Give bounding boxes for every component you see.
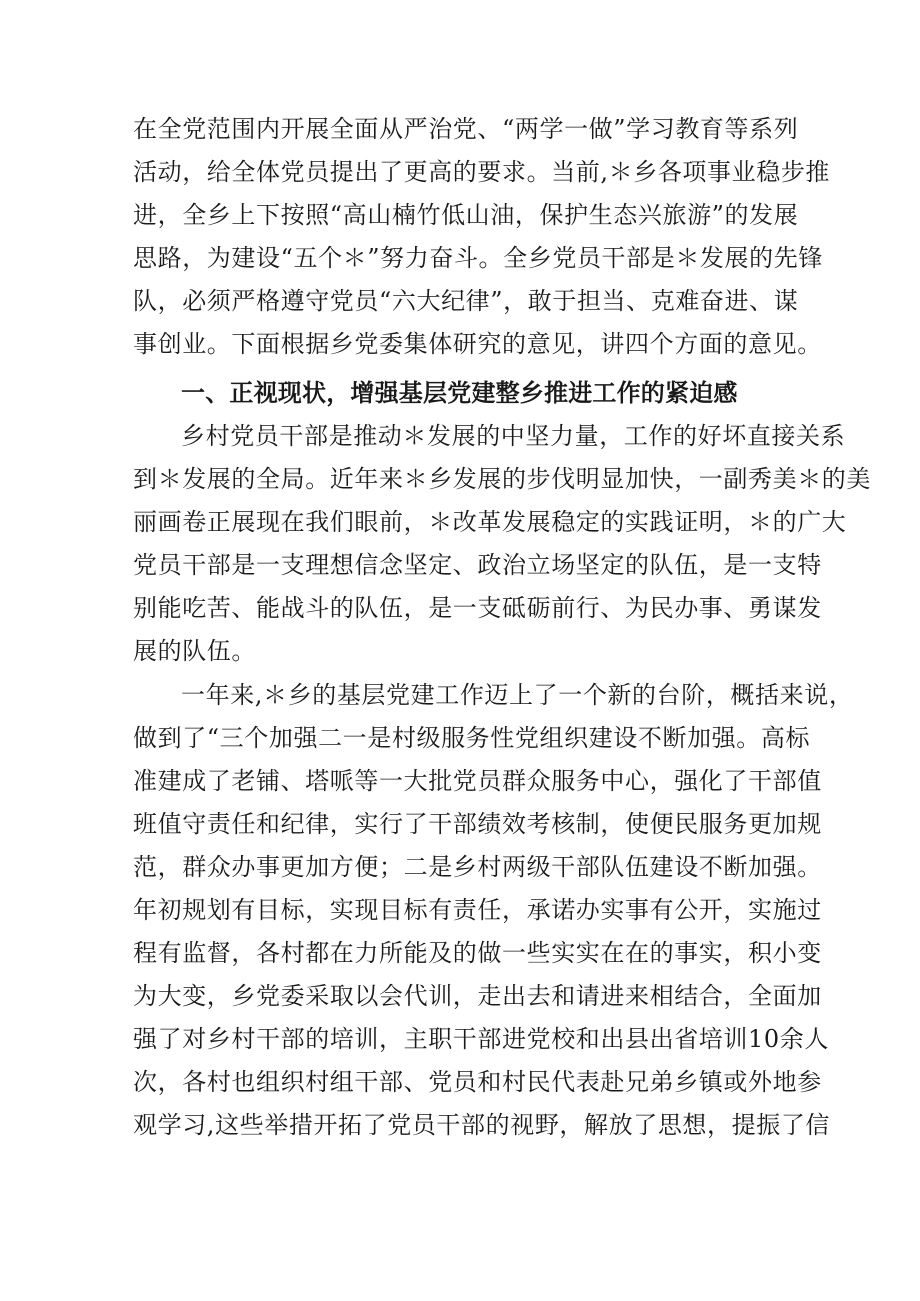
paragraph-line: 程有监督，各村都在力所能及的做一些实实在在的事实，积小变 [133, 939, 822, 967]
paragraph-line: 展的队伍。 [133, 637, 256, 665]
paragraph-line: 别能吃苦、能战斗的队伍，是一支砥砺前行、为民办事、勇谋发 [133, 594, 822, 622]
paragraph-line: 年初规划有目标，实现目标有责任，承诺办实事有公开，实施过 [133, 896, 822, 924]
paragraph-line: 班值守责任和纪律，实行了干部绩效考核制，使便民服务更加规 [133, 810, 822, 838]
section-heading: 一、正视现状，增强基层党建整乡推进工作的紧迫感 [181, 379, 738, 407]
paragraph-line: 思路，为建设“五个＊”努力奋斗。全乡党员干部是＊发展的先锋 [133, 244, 823, 272]
paragraph-line: 做到了“三个加强二一是村级服务性党组织建设不断加强。高标 [133, 724, 811, 752]
paragraph-line: 乡村党员干部是推动＊发展的中坚力量，工作的好坏直接关系 [181, 422, 846, 450]
paragraph-line: 准建成了老铺、塔哌等一大批党员群众服务中心，强化了干部值 [133, 767, 822, 795]
paragraph-3 [133, 674, 854, 1147]
paragraph-1 [133, 108, 831, 366]
paragraph-line: 丽画卷正展现在我们眼前，＊改革发展稳定的实践证明，＊的广大 [133, 508, 847, 536]
paragraph-line: 到＊发展的全局。近年来＊乡发展的步伐明显加快，一副秀美＊的美 [133, 465, 871, 493]
paragraph-line: 一年来,＊乡的基层党建工作迈上了一个新的台阶，概括来说， [181, 681, 854, 709]
paragraph-line: 范，群众办事更加方便；二是乡村两级干部队伍建设不断加强。 [133, 853, 822, 881]
paragraph-line: 强了对乡村干部的培训，主职干部进党校和出县出省培训10余人 [133, 1025, 829, 1053]
paragraph-line: 为大变，乡党委采取以会代训，走出去和请进来相结合，全面加 [133, 982, 822, 1010]
paragraph-line: 活动，给全体党员提出了更高的要求。当前,＊乡各项事业稳步推 [133, 158, 831, 186]
paragraph-2 [133, 415, 871, 673]
paragraph-line: 观学习,这些举措开拓了党员干部的视野，解放了思想，提振了信 [133, 1111, 831, 1139]
paragraph-line: 队，必须严格遵守党员“六大纪律”，敢于担当、克难奋进、谋 [133, 287, 799, 315]
paragraph-line: 事创业。下面根据乡党委集体研究的意见，讲四个方面的意见。 [133, 330, 822, 358]
paragraph-line: 在全党范围内开展全面从严治党、“两学一做”学习教育等系列 [133, 115, 799, 143]
paragraph-line: 次，各村也组织村组干部、党员和村民代表赴兄弟乡镇或外地参 [133, 1068, 822, 1096]
paragraph-line: 进，全乡上下按照“高山楠竹低山油，保护生态兴旅游”的发展 [133, 201, 799, 229]
paragraph-line: 党员干部是一支理想信念坚定、政治立场坚定的队伍，是一支特 [133, 551, 822, 579]
